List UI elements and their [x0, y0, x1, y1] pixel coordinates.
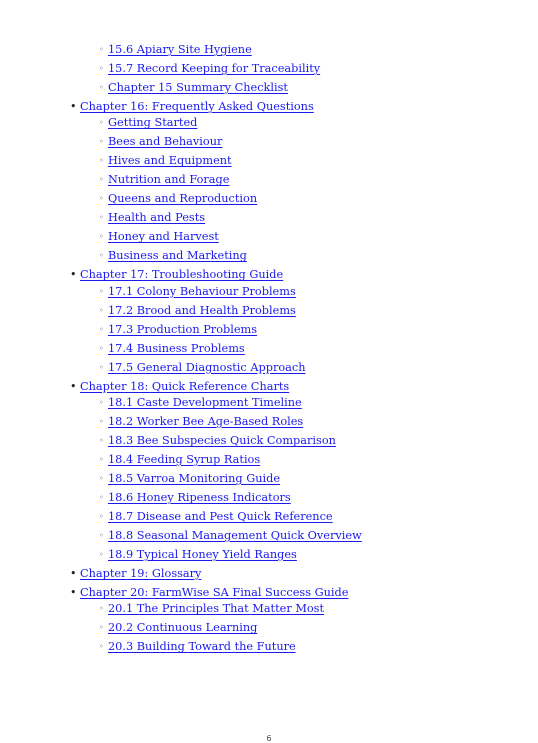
toc-section-item — [99, 211, 205, 225]
toc-section-item — [99, 548, 297, 562]
circle-bullet-icon: ◦ — [99, 118, 104, 128]
toc-section-item — [99, 43, 252, 57]
toc-section-item — [99, 453, 260, 467]
toc-section-item — [99, 304, 296, 318]
toc-section-link[interactable]: 18.3 Bee Subspecies Quick Comparison — [108, 433, 336, 447]
toc-section-link[interactable]: Business and Marketing — [108, 249, 247, 263]
toc-section-item — [99, 529, 362, 543]
toc-section-link[interactable]: 18.5 Varroa Monitoring Guide — [108, 471, 281, 485]
toc-chapter-link[interactable]: Chapter 17: Troubleshooting Guide — [80, 268, 284, 282]
toc-section-link[interactable]: 17.1 Colony Behaviour Problems — [108, 284, 296, 298]
circle-bullet-icon: ◦ — [99, 45, 104, 54]
toc-section-item — [99, 154, 232, 168]
circle-bullet-icon: ◦ — [99, 64, 104, 73]
circle-bullet-icon: ◦ — [99, 305, 104, 315]
circle-bullet-icon: ◦ — [99, 416, 104, 426]
circle-bullet-icon: ◦ — [99, 232, 104, 242]
toc-section-item — [99, 640, 296, 654]
toc-section-item — [99, 510, 333, 524]
toc-section-link[interactable]: 18.8 Seasonal Management Quick Overview — [108, 528, 362, 542]
circle-bullet-icon: ◦ — [99, 435, 104, 445]
page-number: 6 — [266, 734, 272, 743]
toc-section-link[interactable]: Nutrition and Forage — [108, 173, 230, 187]
toc-section-link[interactable]: Bees and Behaviour — [108, 135, 223, 149]
circle-bullet-icon: ◦ — [99, 175, 104, 185]
toc-section-item — [99, 81, 288, 95]
toc-section-item — [99, 415, 303, 429]
toc-section-item — [99, 491, 291, 505]
bullet-icon: • — [70, 566, 77, 580]
toc-section-item — [99, 621, 257, 635]
toc-section-link[interactable]: Honey and Harvest — [108, 230, 219, 244]
toc-section-item — [99, 192, 257, 206]
toc-section-link[interactable]: Getting Started — [108, 116, 198, 130]
toc-section-item — [99, 249, 247, 263]
toc-section-link[interactable]: 17.4 Business Problems — [108, 341, 245, 355]
circle-bullet-icon: ◦ — [99, 324, 104, 334]
toc-chapter-link[interactable]: Chapter 20: FarmWise SA Final Success Guide — [80, 585, 349, 599]
circle-bullet-icon: ◦ — [99, 213, 104, 223]
circle-bullet-icon: ◦ — [99, 286, 104, 296]
toc-chapter-item — [70, 268, 283, 282]
circle-bullet-icon: ◦ — [99, 642, 104, 652]
toc-section-link[interactable]: Queens and Reproduction — [108, 192, 258, 206]
circle-bullet-icon: ◦ — [99, 156, 104, 166]
toc-section-link[interactable]: 17.5 General Diagnostic Approach — [108, 360, 306, 374]
toc-section-item — [99, 173, 229, 187]
toc-section-item — [99, 230, 219, 244]
toc-section-link[interactable]: 20.2 Continuous Learning — [108, 621, 258, 635]
bullet-icon: • — [70, 379, 77, 393]
toc-chapter-link[interactable]: Chapter 16: Frequently Asked Questions — [80, 100, 314, 113]
circle-bullet-icon: ◦ — [99, 194, 104, 204]
toc-section-link[interactable]: Hives and Equipment — [108, 154, 232, 168]
toc-section-link[interactable]: 18.7 Disease and Pest Quick Reference — [108, 509, 333, 523]
circle-bullet-icon: ◦ — [99, 397, 104, 407]
toc-section-link[interactable]: 15.7 Record Keeping for Traceability — [108, 62, 321, 75]
toc-section-link[interactable]: 18.1 Caste Development Timeline — [108, 395, 302, 409]
toc-section-link[interactable]: 18.4 Feeding Syrup Ratios — [108, 452, 261, 466]
toc-section-item — [99, 323, 257, 337]
circle-bullet-icon: ◦ — [99, 343, 104, 353]
toc-section-item — [99, 62, 320, 76]
toc-section-link[interactable]: 20.3 Building Toward the Future — [108, 640, 296, 654]
circle-bullet-icon: ◦ — [99, 473, 104, 483]
bullet-icon: • — [70, 268, 77, 282]
toc-section-item — [99, 396, 302, 410]
circle-bullet-icon: ◦ — [99, 137, 104, 147]
toc-section-link[interactable]: 20.1 The Principles That Matter Most — [108, 602, 325, 616]
toc-section-link[interactable]: 18.2 Worker Bee Age-Based Roles — [108, 414, 304, 428]
bullet-icon: • — [70, 585, 77, 599]
toc-section-item — [99, 342, 245, 356]
circle-bullet-icon: ◦ — [99, 623, 104, 633]
circle-bullet-icon: ◦ — [99, 251, 104, 261]
toc-section-link[interactable]: Chapter 15 Summary Checklist — [108, 81, 288, 94]
circle-bullet-icon: ◦ — [99, 604, 104, 614]
circle-bullet-icon: ◦ — [99, 530, 104, 540]
circle-bullet-icon: ◦ — [99, 454, 104, 464]
bullet-icon: • — [70, 100, 77, 113]
toc-section-item — [99, 116, 197, 130]
circle-bullet-icon: ◦ — [99, 362, 104, 372]
toc-chapter-item — [70, 567, 201, 581]
circle-bullet-icon: ◦ — [99, 83, 104, 92]
toc-section-link[interactable]: 15.6 Apiary Site Hygiene — [108, 43, 252, 56]
toc-section-link[interactable]: 17.2 Brood and Health Problems — [108, 303, 296, 317]
toc-section-item — [99, 361, 306, 375]
toc-section-item — [99, 472, 280, 486]
toc-section-link[interactable]: 17.3 Production Problems — [108, 322, 258, 336]
toc-section-item — [99, 135, 222, 149]
toc-section-item — [99, 434, 336, 448]
toc-chapter-item — [70, 380, 289, 394]
circle-bullet-icon: ◦ — [99, 511, 104, 521]
toc-section-item — [99, 602, 324, 616]
circle-bullet-icon: ◦ — [99, 549, 104, 559]
circle-bullet-icon: ◦ — [99, 492, 104, 502]
toc-chapter-item — [70, 100, 314, 114]
toc-section-link[interactable]: 18.6 Honey Ripeness Indicators — [108, 490, 291, 504]
toc-section-link[interactable]: 18.9 Typical Honey Yield Ranges — [108, 547, 297, 561]
toc-chapter-item — [70, 586, 348, 600]
toc-chapter-link[interactable]: Chapter 18: Quick Reference Charts — [80, 379, 290, 393]
toc-section-item — [99, 285, 296, 299]
toc-section-link[interactable]: Health and Pests — [108, 211, 206, 225]
toc-chapter-link[interactable]: Chapter 19: Glossary — [80, 566, 202, 580]
